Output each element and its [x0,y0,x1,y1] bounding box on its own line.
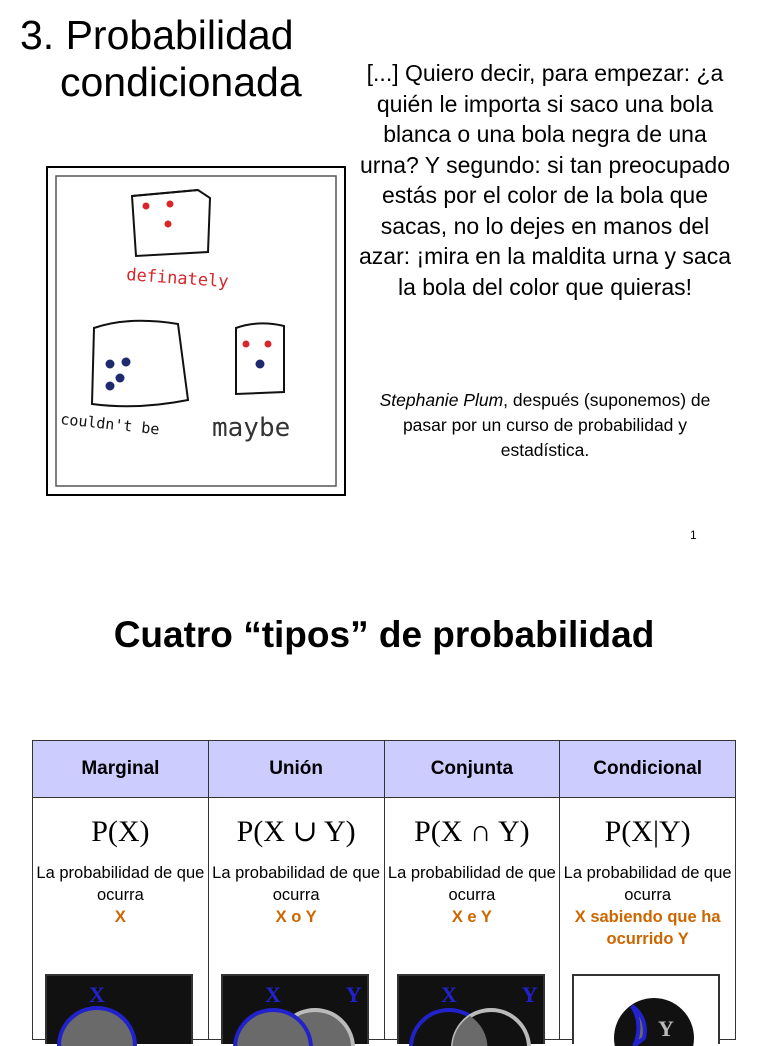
slide-title [20,12,350,106]
cell-union [208,798,392,1040]
label-couldnt-be: couldn't be [59,410,161,439]
table-row [33,798,736,1040]
cell-conditional [560,798,736,1040]
quote-author: Stephanie Plum [379,390,504,410]
highlight-union: X o Y [275,908,317,926]
label-definately: definately [125,265,230,293]
highlight-marginal: X [114,908,126,926]
title-line-1: 3. Probabilidad [20,12,294,58]
venn-labels-joint: X Y [440,982,567,1007]
section-title: Cuatro “tipos” de probabilidad [113,614,655,655]
title-line-2: condicionada [60,59,302,105]
cell-joint [384,798,567,1040]
hand-drawn-urns-picture [46,166,346,496]
header-joint: Conjunta [384,741,560,798]
venn-label-x: X [89,982,105,1007]
desc-joint: La probabilidad de que ocurra [387,864,556,904]
desc-union: La probabilidad de que ocurra [212,864,381,904]
highlight-conditional: X sabiendo que ha ocurrido Y [574,908,721,948]
venn-labels-union: X Y [264,982,392,1007]
highlight-joint: X e Y [451,908,492,926]
quote-text: [...] Quiero decir, para empezar: ¿a quién le importa si saco una bola blanca o una bola negra de una urna? Y segundo: si tan preocupado estás por el color de la bola que sacas, no lo dejes en manos del azar: ¡mira en la maldita urna y saca la bola del color que quieras! [359,60,731,300]
header-marginal: Marginal [33,741,209,798]
formula-joint: P(X ∩ Y) [414,815,530,848]
table-header-row [33,741,736,798]
quote-attribution [360,388,730,463]
probability-types-table [32,740,736,1040]
cell-marginal [33,798,209,1040]
attribution-text: , después (suponemos) de pasar por un curso de probabilidad y estadística. [402,390,711,460]
desc-marginal: La probabilidad de que ocurra [36,864,205,904]
page-number: 1 [690,528,697,542]
venn-joint [397,974,567,1044]
header-union: Unión [208,741,384,798]
venn-marginal [45,974,193,1044]
header-conditional: Condicional [560,741,736,798]
label-maybe: maybe [212,413,291,443]
venn-conditional [572,974,720,1044]
formula-conditional: P(X|Y) [604,815,691,848]
venn-label-y: Y [658,1016,675,1041]
venn-union [221,974,392,1044]
urns-drawing [48,168,344,494]
desc-conditional: La probabilidad de que ocurra [563,864,732,904]
formula-union: P(X ∪ Y) [236,815,356,848]
formula-marginal: P(X) [91,815,150,848]
